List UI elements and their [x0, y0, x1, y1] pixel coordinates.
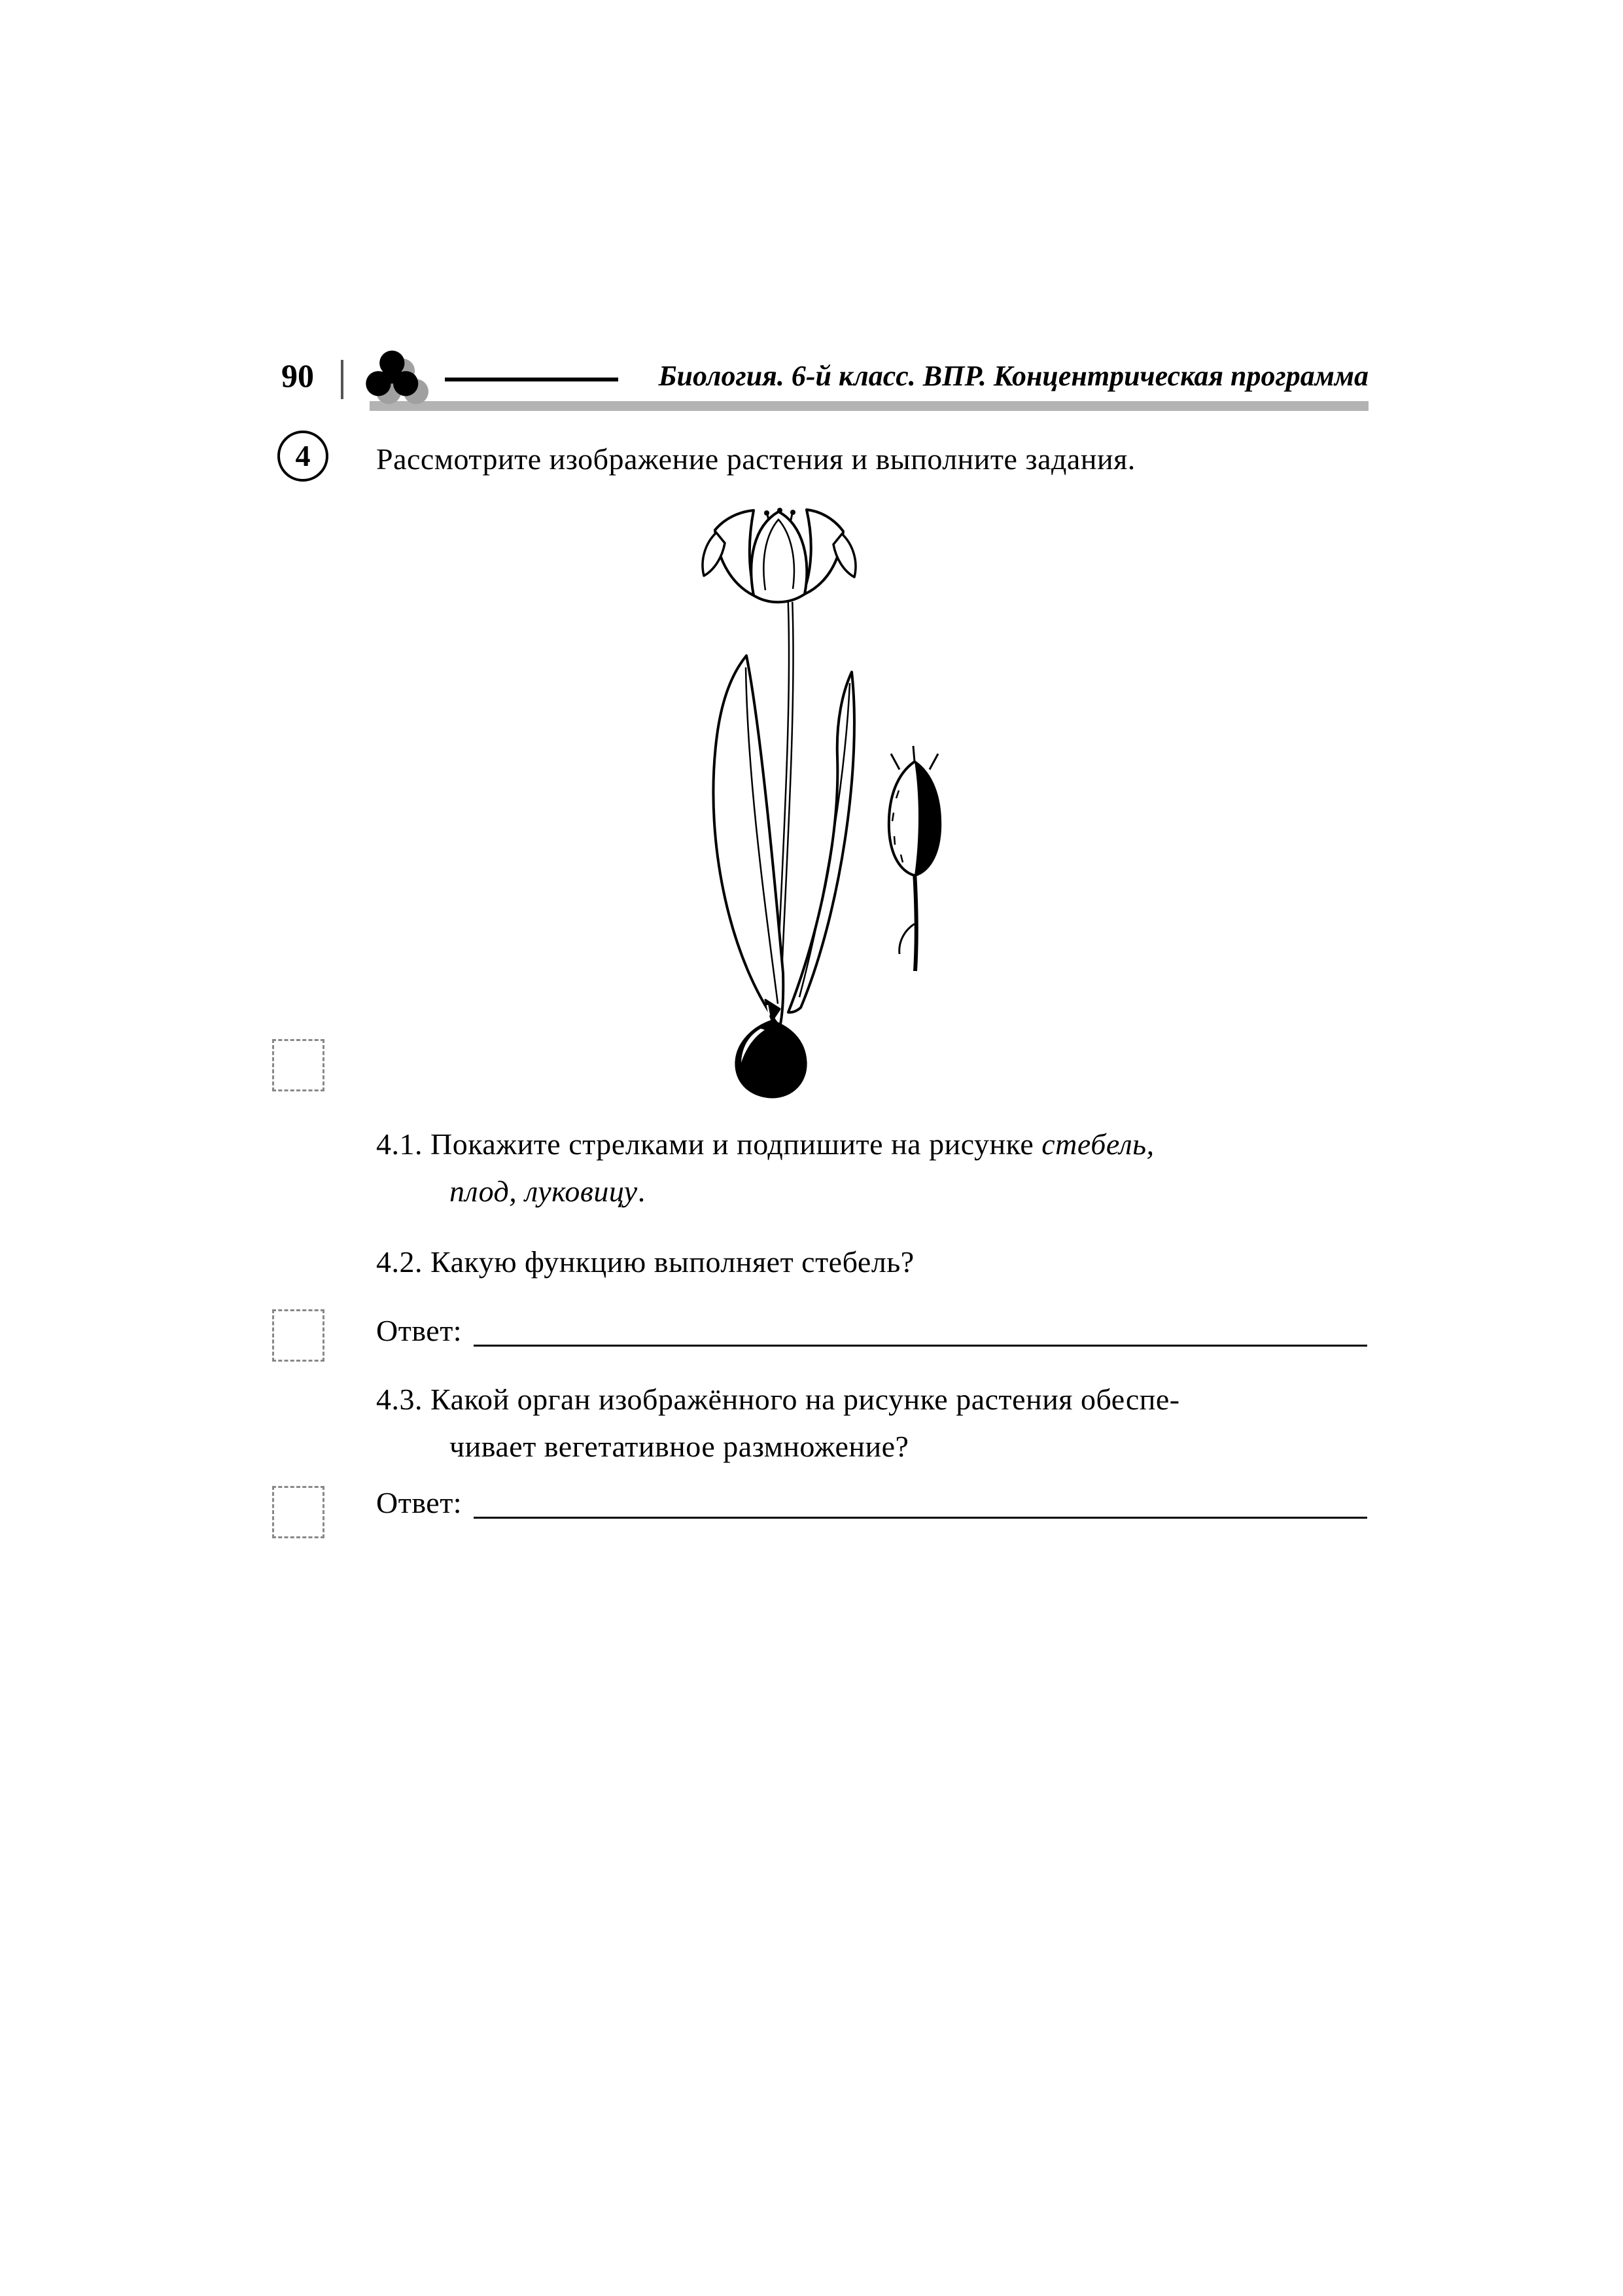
question-4-3	[376, 1376, 1440, 1470]
answer-label-q2: Ответ:	[376, 1314, 462, 1347]
question-4-1-number: 4.1.	[376, 1127, 423, 1161]
score-box-q2[interactable]	[272, 1309, 324, 1362]
header-title: Биология. 6-й класс. ВПР. Концентрическая программа	[658, 360, 1369, 392]
answer-row-q3	[376, 1479, 1367, 1527]
question-4-1-term-1: стебель,	[1041, 1127, 1155, 1161]
answer-label-q3: Ответ:	[376, 1486, 462, 1519]
question-4-1-period: .	[637, 1174, 646, 1208]
question-4-3-number: 4.3.	[376, 1383, 423, 1416]
answer-blank-q3[interactable]	[474, 1491, 1367, 1519]
score-box-q3[interactable]	[272, 1486, 324, 1538]
page-number: 90	[281, 357, 314, 394]
task-intro-text: Рассмотрите изображение растения и выполните задания.	[376, 442, 1136, 476]
question-4-1	[376, 1121, 1440, 1215]
answer-blank-q2[interactable]	[474, 1318, 1367, 1347]
question-4-2	[376, 1239, 1440, 1286]
header-divider	[341, 360, 343, 399]
header-gray-bar	[370, 401, 1369, 411]
question-4-2-text: Какую функцию выполняет стебель?	[430, 1245, 915, 1279]
answer-row-q2	[376, 1307, 1367, 1354]
publisher-logo-icon	[361, 349, 434, 411]
question-4-1-term-2: плод, луковицу	[449, 1174, 638, 1208]
question-4-3-text-line1: Какой орган изображённого на рисунке растения обеспе-	[430, 1383, 1180, 1416]
score-box-figure[interactable]	[272, 1039, 324, 1091]
question-4-3-text-line2: чивает вегетативное размножение?	[449, 1430, 909, 1463]
question-4-1-text: Покажите стрелками и подпишите на рисунке	[430, 1127, 1042, 1161]
question-4-2-number: 4.2.	[376, 1245, 423, 1279]
task-number-badge: 4	[277, 431, 328, 482]
header-rule	[445, 378, 618, 381]
tulip-plant-illustration	[654, 505, 968, 1104]
